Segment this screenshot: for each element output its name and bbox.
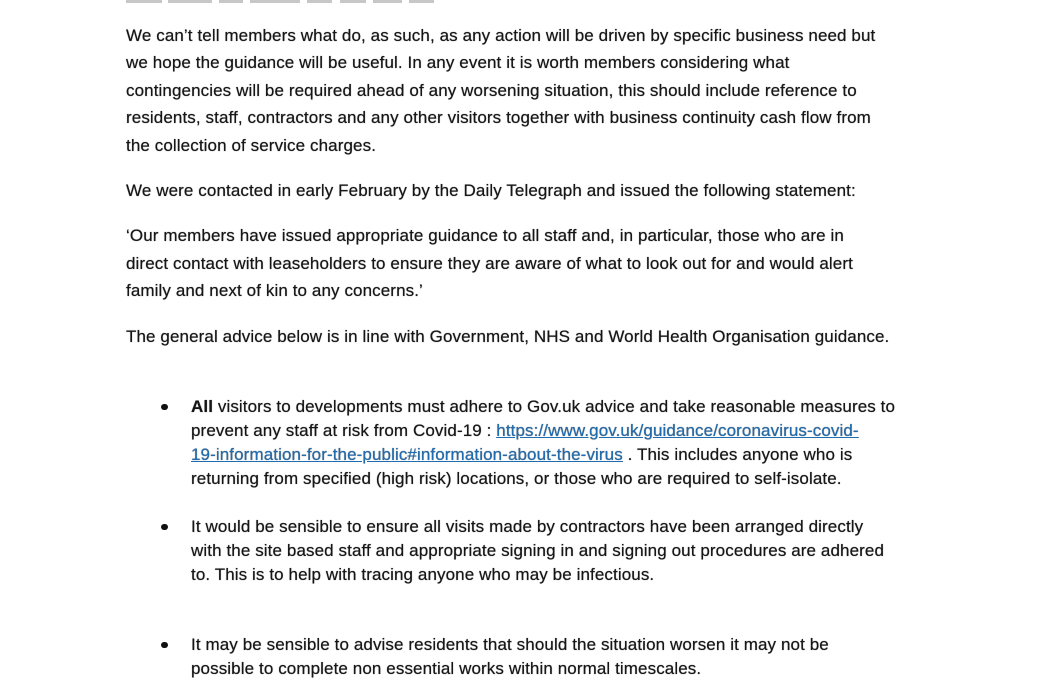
bullet-marker: [161, 524, 168, 531]
text-line: We were contacted in early February by the Daily Telegraph and issued the following statement:: [126, 181, 856, 201]
text-line: the collection of service charges.: [126, 135, 377, 155]
text-line: [191, 395, 966, 419]
govuk-guidance-link-continued[interactable]: 19-information-for-the-public#information-about-the-virus: [191, 445, 623, 465]
text-line: to. This is to help with tracing anyone who may be infectious.: [191, 565, 655, 585]
paragraph-quote: [126, 222, 966, 304]
paragraph-general-advice: [126, 323, 966, 350]
text-segment: . This includes anyone who is: [622, 445, 853, 465]
clipped-text-line: [126, 0, 434, 3]
text-line: [191, 443, 966, 467]
text-line: direct contact with leaseholders to ensure they are aware of what to look out for and would alert: [126, 253, 853, 273]
bullet-item-residents: [126, 633, 966, 681]
bullet-marker: [161, 642, 168, 649]
text-line: with the site based staff and appropriate signing in and signing out procedures are adhered: [191, 541, 885, 561]
text-line: It may be sensible to advise residents that should the situation worsen it may not be: [191, 635, 829, 655]
text-line: contingencies will be required ahead of any worsening situation, this should include reference to: [126, 80, 857, 100]
govuk-guidance-link[interactable]: https://www.gov.uk/guidance/coronavirus-covid-: [496, 421, 859, 441]
paragraph-telegraph: [126, 177, 966, 204]
bullet-item-visitors: [126, 395, 966, 491]
bold-text: All: [191, 397, 214, 417]
text-line: returning from specified (high risk) locations, or those who are required to self-isolate.: [191, 469, 842, 489]
bullet-list: [126, 395, 966, 681]
bullet-item-contractors: [126, 515, 966, 587]
document-content: [126, 22, 966, 681]
text-line: possible to complete non essential works within normal timescales.: [191, 659, 702, 679]
text-line: we hope the guidance will be useful. In any event it is worth members considering what: [126, 53, 790, 73]
text-line: family and next of kin to any concerns.’: [126, 281, 423, 301]
text-segment: visitors to developments must adhere to Gov.uk advice and take reasonable measures to: [213, 397, 896, 417]
text-line: ‘Our members have issued appropriate guidance to all staff and, in particular, those who are in: [126, 226, 844, 246]
text-segment: prevent any staff at risk from Covid-19 :: [191, 421, 497, 441]
text-line: It would be sensible to ensure all visits made by contractors have been arranged directly: [191, 517, 864, 537]
text-line: residents, staff, contractors and any other visitors together with business continuity cash flow from: [126, 108, 871, 128]
text-line: We can’t tell members what do, as such, as any action will be driven by specific business need but: [126, 26, 876, 45]
text-line: The general advice below is in line with Government, NHS and World Health Organisation guidance.: [126, 326, 890, 346]
bullet-marker: [161, 404, 168, 411]
text-line: [191, 419, 966, 443]
paragraph-intro: [126, 22, 966, 159]
